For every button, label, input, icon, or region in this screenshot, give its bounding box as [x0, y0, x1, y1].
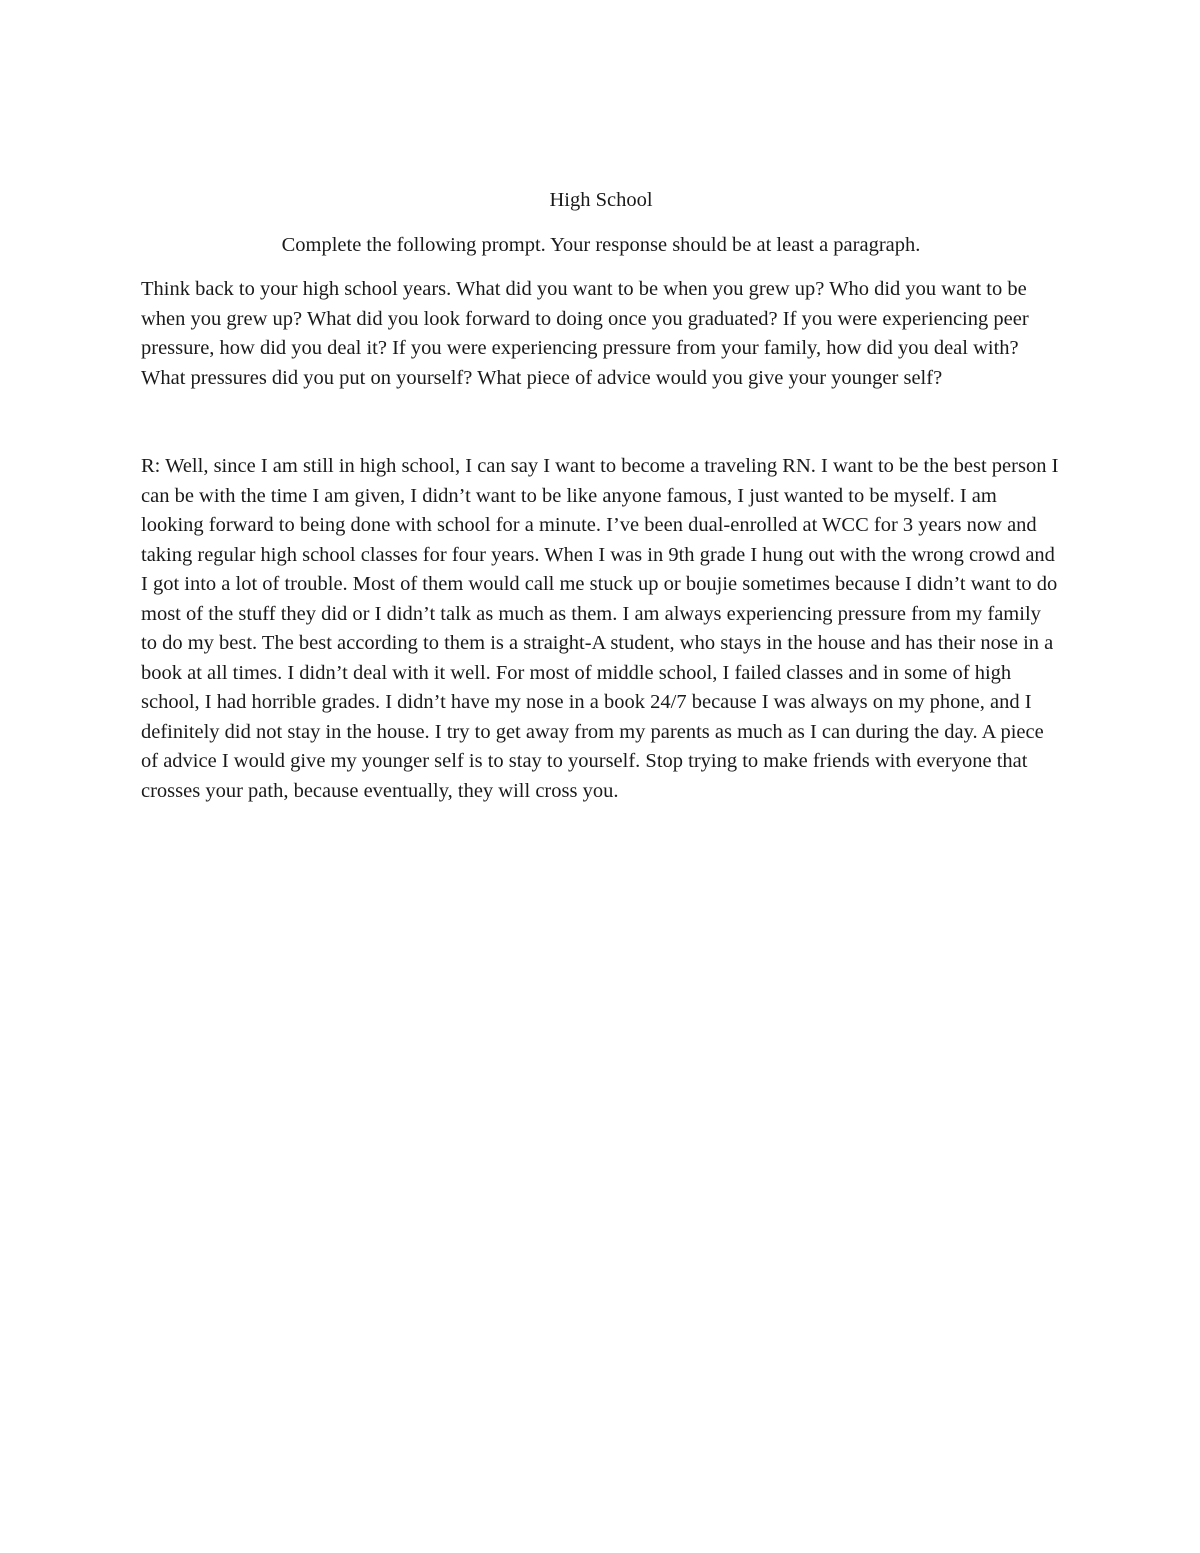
- document-instructions: Complete the following prompt. Your response should be at least a paragraph.: [281, 233, 921, 256]
- document-title: High School: [549, 189, 653, 211]
- response-paragraph: R: Well, since I am still in high school, I can say I want to become a traveling RN. I want to be the best person I can be with the time I am given, I didn’t want to be like anyone famous, I just wanted to be myself. I am looking forward to being done with school for a minute. I’ve been dual-enrolled at WCC for 3 years now and taking regular high school classes for four years. When I was in 9th grade I hung out with the wrong crowd and I got into a lot of trouble. Most of them would call me stuck up or boujie sometimes because I didn’t want to do most of the stuff they did or I didn’t talk as much as them. I am always experiencing pressure from my family to do my best. The best according to them is a straight-A student, who stays in the house and has their nose in a book at all times. I didn’t deal with it well. For most of middle school, I failed classes and in some of high school, I had horrible grades. I didn’t have my nose in a book 24/7 because I was always on my phone, and I definitely did not stay in the house. I try to get away from my parents as much as I can during the day. A piece of advice I would give my younger self is to stay to yourself. Stop trying to make friends with everyone that crosses your path, because eventually, they will cross you.: [141, 455, 1059, 802]
- prompt-paragraph: Think back to your high school years. What did you want to be when you grew up? Who did you want to be when you grew up? What did you look forward to doing once you graduated? If you were experiencing peer pressure, how did you deal it? If you were experiencing pressure from your family, how did you deal with? What pressures did you put on yourself? What piece of advice would you give your younger self?: [141, 278, 1029, 389]
- document-body: [141, 186, 1061, 806]
